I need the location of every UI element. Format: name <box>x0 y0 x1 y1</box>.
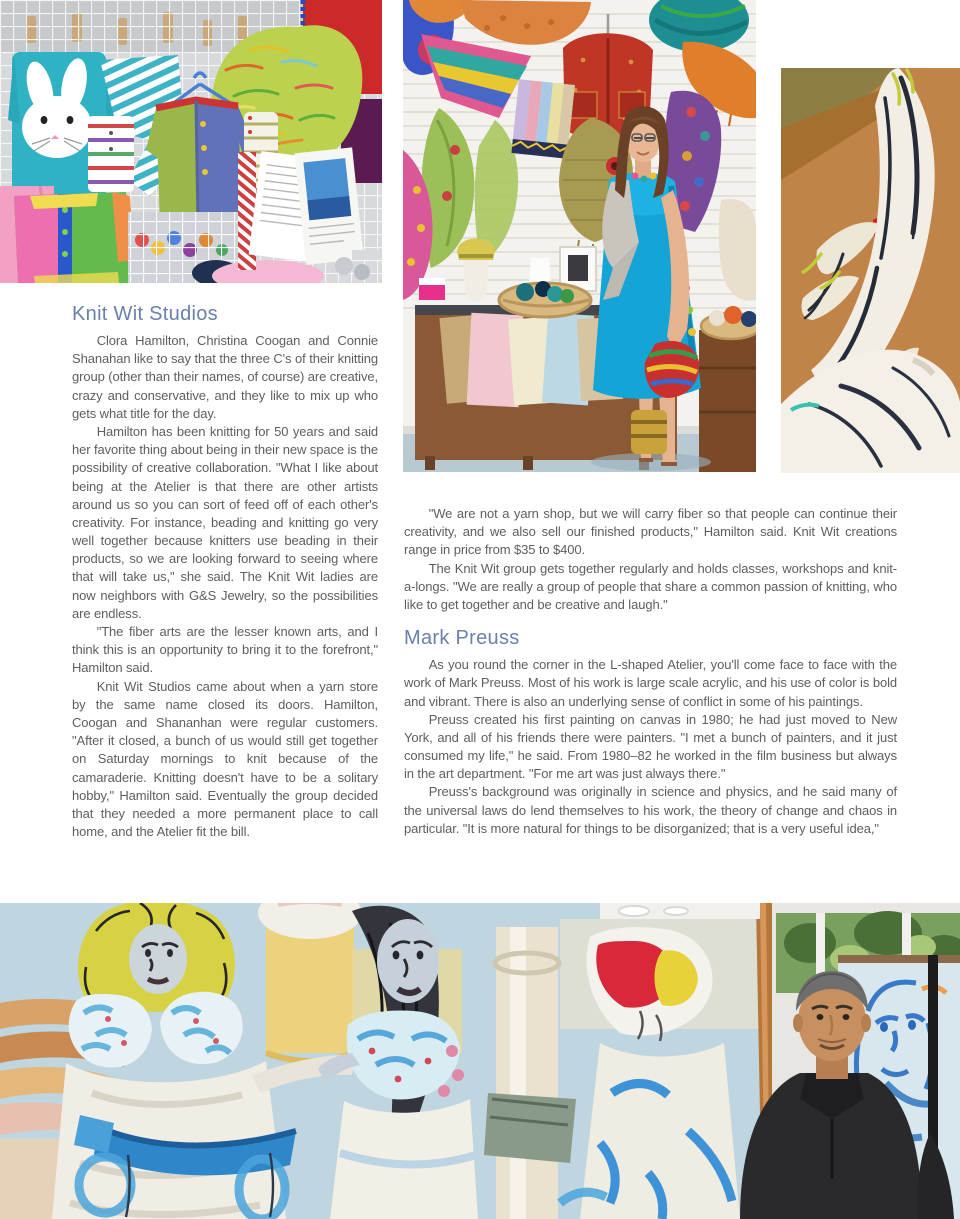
knit-shop-illustration <box>403 0 756 472</box>
paragraph: As you round the corner in the L-shaped Atelier, you'll come face to face with the work of Mark Preuss. Most of his work is large scale acrylic, and his use of color is bold and vibrant. There is also an underlying sense of conflict in some of his paintings. <box>404 657 897 709</box>
paragraph: Knit Wit Studios came about when a yarn store by the same name closed its doors. Hamilton, Coogan and Shananhan were regular customers. "After it closed, a bunch of us would still get together on Saturday mornings to knit because of the camaraderie. Knitting doesn't have to be a solitary hobby," Hamilton said. Eventually the group decided that they needed a more permanent place to call home, and the Atelier fit the bill. <box>72 678 378 840</box>
knitwear-display-illustration <box>0 0 382 283</box>
paragraph: Preuss's background was originally in science and physics, and he said many of the universal laws do lend themselves to his work, the theory of change and chaos in particular. "It is more natural for things to be disorganized; that is a very useful idea," <box>404 784 897 836</box>
article-column-right <box>404 505 897 838</box>
section-heading-mark-preuss: Mark Preuss <box>404 627 520 650</box>
section-heading-knit-wit: Knit Wit Studios <box>72 303 218 325</box>
paragraph: Clora Hamilton, Christina Coogan and Connie Shanahan like to say that the three C's of their knitting group (other than their names, of course) are creative, crazy and conservative, and they like to mix up who gets what title for the day. <box>72 333 378 421</box>
artist-portrait-illustration <box>0 903 960 1219</box>
paragraph: Hamilton has been knitting for 50 years and said her favorite thing about being in their new space is the possibility of creative collaboration. "What I like about being at the Atelier is that there are other artists around us so you can sort of feed off of each other's creativity. For instance, beading and knitting go very well together because knitters use beading in their products, so we are looking forward to seeing where that will take us," she said. The Knit Wit ladies are now neighbors with G&S Jewelry, so the possibilities are endless. <box>72 423 378 621</box>
painting-detail-photo <box>781 68 960 473</box>
artist-portrait-photo <box>0 903 960 1219</box>
paragraph: "The fiber arts are the lesser known arts, and I think this is an opportunity to bring it to the forefront," Hamilton said. <box>72 624 378 676</box>
paragraph: The Knit Wit group gets together regularly and holds classes, workshops and knit-a-longs. "We are really a group of people that share a common passion of knitting, who like to get together and be creative and laugh." <box>404 560 897 612</box>
article-column-left <box>72 303 378 841</box>
paragraph: "We are not a yarn shop, but we will carry fiber so that people can continue their creativity, and we also sell our finished products," Hamilton said. Knit Wit creations range in price from $35 to $400. <box>404 506 897 558</box>
knitwear-display-photo <box>0 0 382 283</box>
paragraph: Preuss created his first painting on canvas in 1980; he had just moved to New York, and all of his friends there were painters. "I met a bunch of painters, and it just consumed my life," he said. From 1980–82 he worked in the film business but always in the art department. "For me art was just always there." <box>404 711 897 782</box>
painting-detail-illustration <box>781 68 960 473</box>
knit-shop-owner-photo <box>403 0 756 472</box>
